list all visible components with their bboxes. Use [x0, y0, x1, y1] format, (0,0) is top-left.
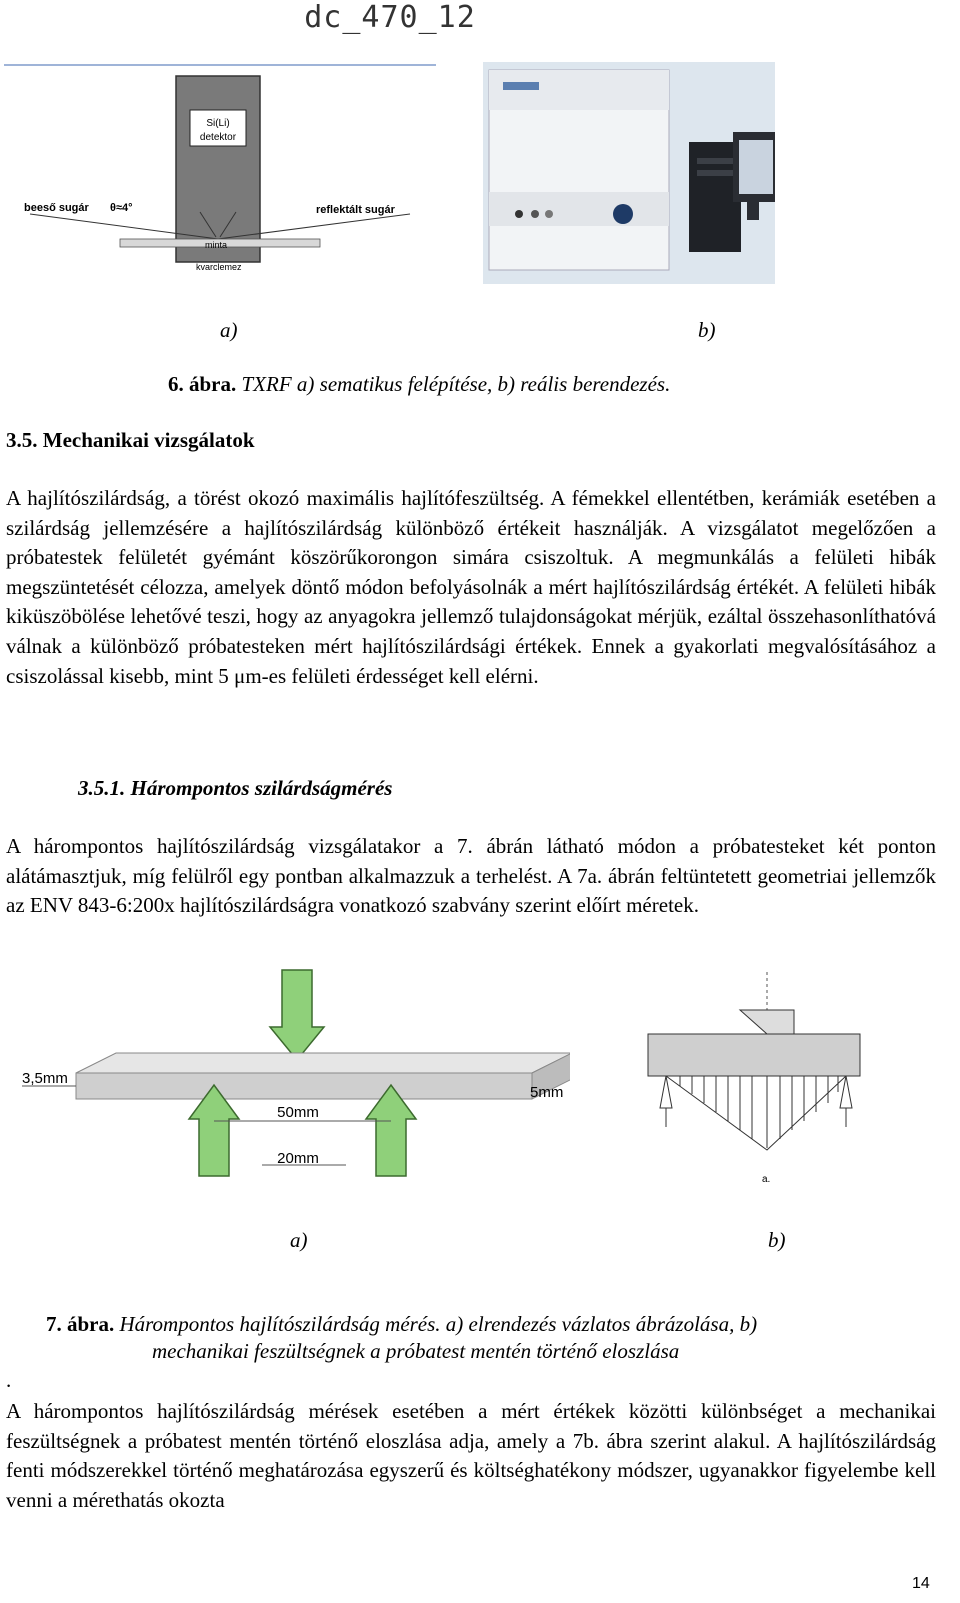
figure6-caption [168, 372, 670, 397]
figure7-caption [46, 1312, 926, 1364]
outer-span-dimension: 50mm [277, 1104, 319, 1121]
incident-beam-label: beeső sugár [24, 202, 89, 214]
width-dimension: 5mm [530, 1084, 564, 1101]
detector-label-line2: detektor [199, 132, 237, 143]
plate-label: kvarclemez [196, 262, 242, 272]
panel-b-label: a. [762, 1174, 771, 1185]
paragraph-2-text: A hárompontos hajlítószilárdság vizsgálatakor a 7. ábrán látható módon a próbatesteket két ponton alátámasztjuk, míg felülről egy pontban alkalmazzuk a terhelést. A 7a. ábrán feltüntetett geometriai jellemzők az ENV 843-6:200x hajlítószilárdságra vonatkozó szabvány szerint előírt méretek. [6, 834, 936, 918]
stray-dot: . [6, 1368, 12, 1392]
figure6-label-a: a) [220, 318, 238, 342]
figure7-label-b: b) [768, 1228, 786, 1252]
paragraph-1-text: A hajlítószilárdság, a törést okozó maximális hajlítófeszültség. A fémekkel ellentétben, kerámiák esetében a szilárdság jellemzésére a hajlítószilárdság különböző értékeit használják. A vizsgálatot megelőzően a próbatestek felületét gyémánt köszörűkorongon simára csiszoltuk. A megmunkálás a felületi hibák megszüntetését célozza, amelyek döntő módon befolyásolnák a mért hajlítószilárdság értékét. A felületi hibák kiküszöbölése lehetővé teszi, hogy az anyagokra jellemző tulajdonságokat mérjük, ezáltal összehasonlíthatóvá válnak a különböző próbatesteken mért hajlítószilárdsági értékek. Ennek a gyakorlati megvalósításához a csiszolással kisebb, mint 5 μm-es felületi érdességet kell elérni. [6, 486, 936, 688]
txrf-schematic-figure [0, 62, 440, 282]
paragraph-3-text: A hárompontos hajlítószilárdság mérések esetében a mért értékek közötti különbséget a mechanikai feszültségnek a próbatest mentén történő eloszlása adja, amely a 7b. ábra szerint alakul. A hajlítószilárdság fenti módszerekkel történő meghatározása egyszerű és költséghatékony módszer, ugyanakkor figyelembe kell venni a mérethatás okozta [6, 1399, 936, 1512]
inner-span-dimension: 20mm [277, 1150, 319, 1167]
figure6-caption-number: 6. ábra. [168, 372, 237, 396]
figure6-caption-text: TXRF a) sematikus felépítése, b) reális berendezés. [236, 372, 671, 396]
page-number: 14 [912, 1575, 930, 1592]
angle-label: θ≈4° [110, 202, 133, 214]
figure6-label-b: b) [698, 318, 716, 342]
height-dimension: 3,5mm [22, 1070, 68, 1087]
figure7-caption-text-line1: Hárompontos hajlítószilárdság mérés. a) elrendezés vázlatos ábrázolása, b) [114, 1312, 758, 1336]
paragraph-1 [6, 484, 936, 691]
paragraph-2 [6, 832, 936, 921]
figure7-caption-number: 7. ábra. [46, 1312, 115, 1336]
sample-label: minta [205, 240, 228, 250]
stress-distribution-diagram [640, 972, 880, 1192]
reflected-beam-label: reflektált sugár [316, 204, 395, 216]
section-heading: 3.5. Mechanikai vizsgálatok [6, 428, 255, 452]
txrf-instrument-photo [483, 62, 775, 284]
figure7-label-a: a) [290, 1228, 308, 1252]
paragraph-3 [6, 1397, 936, 1515]
document-id-header: dc_470_12 [304, 0, 476, 35]
detector-label-line1: Si(Li) [206, 118, 230, 129]
figure7-caption-text-line2: mechanikai feszültségnek a próbatest mentén történő eloszlása [152, 1339, 680, 1363]
three-point-bending-sketch [10, 965, 570, 1185]
subsection-heading: 3.5.1. Hárompontos szilárdságmérés [78, 776, 393, 800]
